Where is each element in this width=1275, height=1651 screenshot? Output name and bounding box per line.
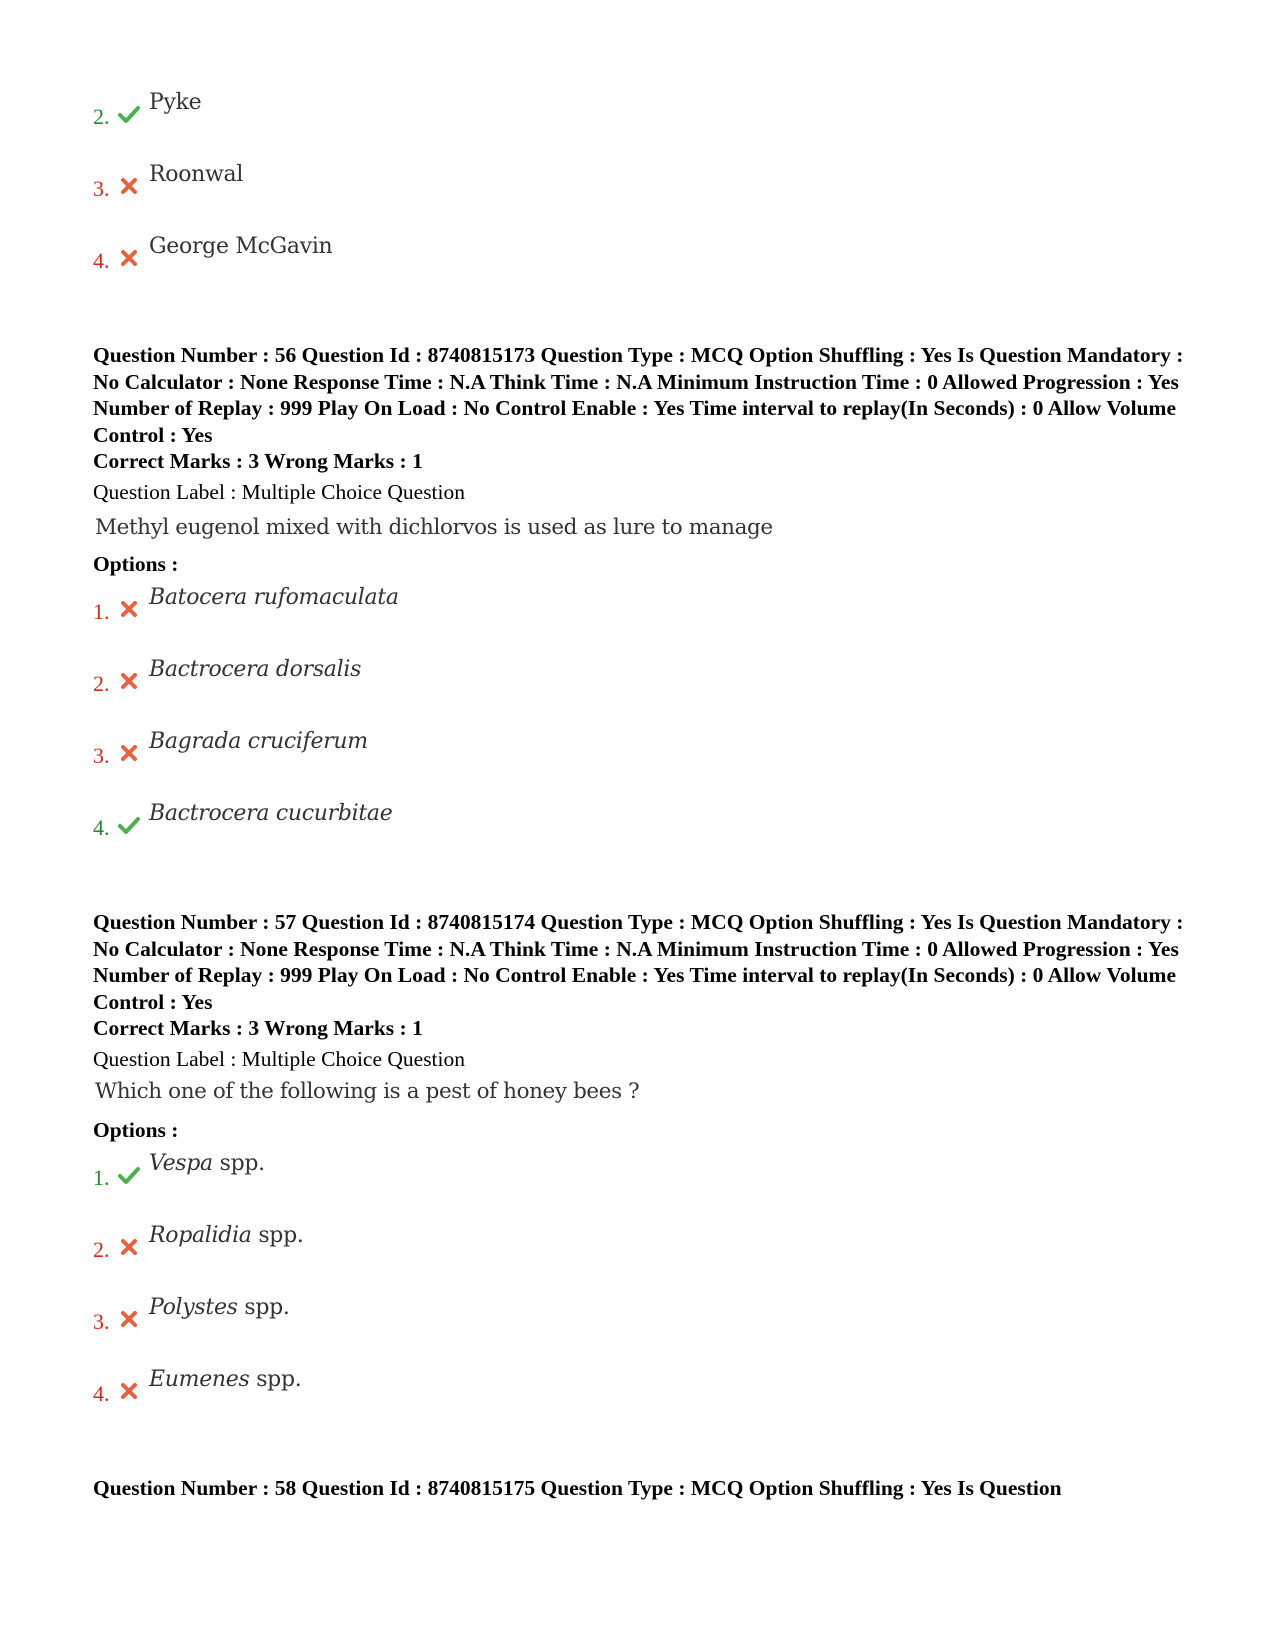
option-suffix: spp. — [212, 1151, 265, 1176]
option-number: 4. — [93, 248, 110, 273]
question-label: Question Label : Multiple Choice Question — [93, 1047, 466, 1071]
options-label: Options : — [93, 552, 179, 576]
option-text — [149, 1151, 265, 1176]
question-marks: Correct Marks : 3 Wrong Marks : 1 — [93, 449, 423, 473]
option-number: 4. — [93, 815, 110, 840]
cross-icon — [117, 174, 141, 198]
question-text: Which one of the following is a pest of honey bees ? — [95, 1079, 640, 1104]
options-label: Options : — [93, 1118, 179, 1142]
option-number: 1. — [93, 599, 110, 624]
option-number: 2. — [93, 671, 110, 696]
option-text: Roonwal — [149, 162, 244, 187]
question-label: Question Label : Multiple Choice Question — [93, 480, 466, 504]
option-genus: Ropalidia — [149, 1223, 252, 1248]
option-genus: Eumenes — [149, 1367, 250, 1392]
cross-icon — [117, 1307, 141, 1331]
option-number: 2. — [93, 104, 110, 129]
option-suffix: spp. — [237, 1295, 290, 1320]
option-number: 3. — [93, 1309, 110, 1334]
question-meta: Question Number : 58 Question Id : 8740815175 Question Type : MCQ Option Shuffling : Yes Is Question — [93, 1476, 1062, 1500]
option-text — [149, 1223, 304, 1248]
option-text — [149, 1295, 290, 1320]
option-number: 2. — [93, 1237, 110, 1262]
check-icon — [117, 813, 141, 837]
option-suffix: spp. — [251, 1223, 304, 1248]
check-icon — [117, 1163, 141, 1187]
question-meta: Question Number : 57 Question Id : 8740815174 Question Type : MCQ Option Shuffling : Yes Is Question Mandatory : No Calculator : None Response Time : N.A Think Time : N.A Minimum Instruction Time : 0 Allowed Progression : Yes Number of Replay : 999 Play On Load : No Control Enable : Yes Time interval to replay(In Seconds) : 0 Allow Volume Control : Yes — [93, 910, 1184, 1014]
option-genus: Vespa — [149, 1151, 213, 1176]
cross-icon — [117, 669, 141, 693]
option-text: Pyke — [149, 90, 202, 115]
option-text: Batocera rufomaculata — [149, 585, 399, 610]
option-number: 4. — [93, 1381, 110, 1406]
option-text: Bactrocera dorsalis — [149, 657, 362, 682]
check-icon — [117, 102, 141, 126]
option-text: Bactrocera cucurbitae — [149, 801, 393, 826]
cross-icon — [117, 1235, 141, 1259]
cross-icon — [117, 741, 141, 765]
question-meta: Question Number : 56 Question Id : 8740815173 Question Type : MCQ Option Shuffling : Yes Is Question Mandatory : No Calculator : None Response Time : N.A Think Time : N.A Minimum Instruction Time : 0 Allowed Progression : Yes Number of Replay : 999 Play On Load : No Control Enable : Yes Time interval to replay(In Seconds) : 0 Allow Volume Control : Yes — [93, 343, 1184, 447]
option-number: 1. — [93, 1165, 110, 1190]
question-text: Methyl eugenol mixed with dichlorvos is used as lure to manage — [95, 515, 773, 540]
option-number: 3. — [93, 176, 110, 201]
question-marks: Correct Marks : 3 Wrong Marks : 1 — [93, 1016, 423, 1040]
cross-icon — [117, 597, 141, 621]
cross-icon — [117, 246, 141, 270]
option-text — [149, 1367, 301, 1392]
option-text: Bagrada cruciferum — [149, 729, 368, 754]
option-suffix: spp. — [249, 1367, 302, 1392]
option-number: 3. — [93, 743, 110, 768]
option-genus: Polystes — [149, 1295, 238, 1320]
option-text: George McGavin — [149, 234, 333, 259]
cross-icon — [117, 1379, 141, 1403]
